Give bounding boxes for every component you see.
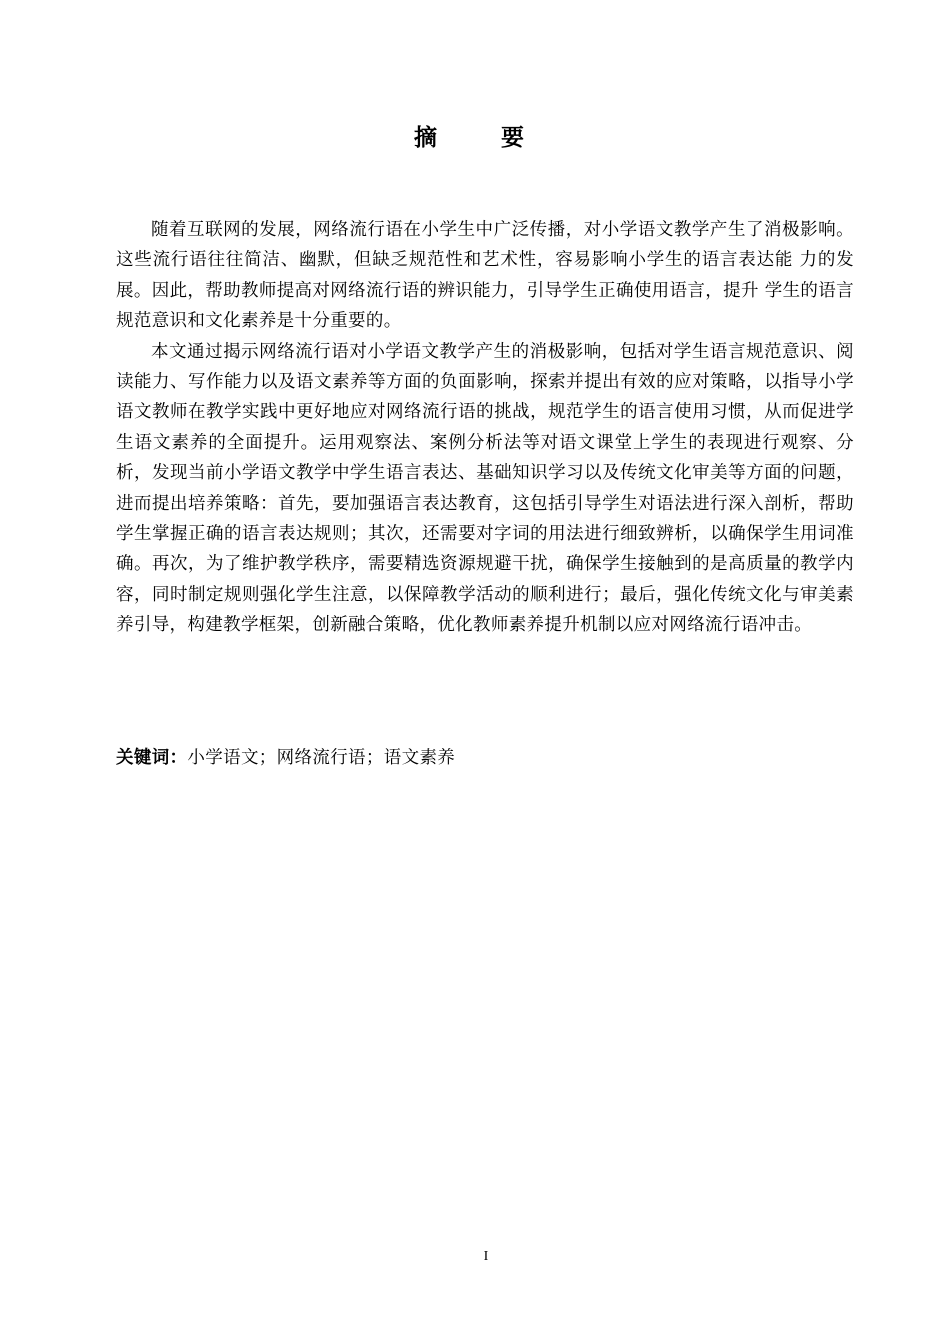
keywords-label: 关键词： <box>116 748 188 768</box>
abstract-body <box>116 215 854 641</box>
keywords-line <box>116 743 854 773</box>
abstract-title: 摘 要 <box>413 125 552 151</box>
page-number: I <box>483 1249 489 1264</box>
keywords-value: 小学语文；网络流行语；语文素养 <box>187 748 456 768</box>
abstract-paragraph-2: 本文通过揭示网络流行语对小学语文教学产生的消极影响，包括对学生语言规范意识、阅读能力、写作能力以及语文素养等方面的负面影响，探索并提出有效的应对策略，以指导小学语文教师在教学实践中更好地应对网络流行语的挑战，规范学生的语言使用习惯，从而促进学生语文素养的全面提升。运用观察法、案例分析法等对语文课堂上学生的表现进行观察、分析，发现当前小学语文教学中学生语言表达、基础知识学习以及传统文化审美等方面的问题，进而提出培养策略：首先，要加强语言表达教育，这包括引导学生对语法进行深入剖析，帮助学生掌握正确的语言表达规则；其次，还需要对字词的用法进行细致辨析，以确保学生用词准确。再次，为了维护教学秩序，需要精选资源规避干扰，确保学生接触到的是高质量的教学内容，同时制定规则强化学生注意，以保障教学活动的顺利进行；最后，强化传统文化与审美素养引导，构建教学框架，创新融合策略，优化教师素养提升机制以应对网络流行语冲击。 <box>116 341 854 636</box>
abstract-paragraph-1: 随着互联网的发展，网络流行语在小学生中广泛传播，对小学语文教学产生了消极影响。这些流行语往往简洁、幽默，但缺乏规范性和艺术性，容易影响小学生的语言表达能 力的发展。因此，帮助教师提高对网络流行语的辨识能力，引导学生正确使用语言，提升 学生的语言规范意识和文化素养是十分重要的。 <box>116 220 854 332</box>
